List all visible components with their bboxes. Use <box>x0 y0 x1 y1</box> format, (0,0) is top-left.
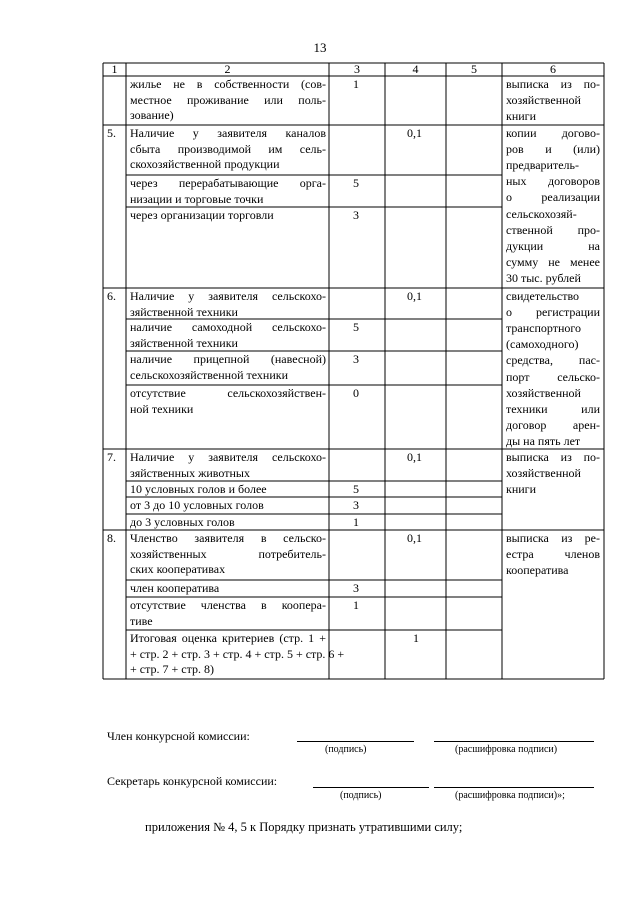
weight-value: 1 <box>413 631 419 645</box>
document-text: 30 тыс. рублей <box>506 270 581 285</box>
criterion-text: зяйственных животных <box>130 465 250 480</box>
secretary-decode-caption: (расшифровка подписи)»; <box>455 790 565 801</box>
document-text: сумму не менее <box>506 254 600 269</box>
criterion-text: Наличие у заявителя сельскохо- <box>130 450 326 464</box>
score-value: 3 <box>353 352 359 366</box>
document-text: ственной про- <box>506 222 600 237</box>
criterion-text: отсутствие членства в коопера- <box>130 598 326 612</box>
criterion-text: отсутствие сельскохозяйствен- <box>130 386 326 400</box>
score-value: 5 <box>353 320 359 334</box>
row-number: 6. <box>107 289 116 303</box>
weight-value: 0,1 <box>407 289 422 303</box>
score-value: 5 <box>353 176 359 190</box>
secretary-decode-line <box>434 787 594 788</box>
page-number: 13 <box>313 40 327 55</box>
header-cell-1: 1 <box>111 62 118 76</box>
document-text: выписка из ре- <box>506 531 600 545</box>
criterion-text: + стр. 7 + стр. 8) <box>130 662 214 676</box>
document-text: договор арен- <box>506 417 600 432</box>
document-text: книги <box>506 482 537 497</box>
row-number: 8. <box>107 531 116 545</box>
criterion-text: через перерабатывающие орга- <box>130 176 326 190</box>
document-text: ров и (или) <box>506 142 600 157</box>
criterion-text: Членство заявителя в сельско- <box>130 531 326 545</box>
criterion-text: сельскохозяйственной техники <box>130 367 288 382</box>
criterion-text: Итоговая оценка критериев (стр. 1 + <box>130 631 326 645</box>
member-decode-caption: (расшифровка подписи) <box>455 744 558 755</box>
score-value: 0 <box>353 386 359 400</box>
header-cell-5: 5 <box>471 62 477 76</box>
criterion-text: скохозяйственной продукции <box>130 157 280 171</box>
document-text: кооператива <box>506 563 569 578</box>
criterion-text: 10 условных голов и более <box>130 482 267 496</box>
criterion-text: жилье не в собственности (сов- <box>130 77 326 91</box>
criterion-text: зование) <box>130 108 174 122</box>
criterion-text: через организации торговли <box>130 208 274 222</box>
document-text: естра членов <box>506 547 600 562</box>
criterion-text: зяйственной техники <box>130 304 238 319</box>
criterion-text: до 3 условных голов <box>130 515 235 529</box>
document-text: выписка из по- <box>506 77 600 91</box>
header-cell-4: 4 <box>412 62 419 76</box>
document-text: свидетельство <box>506 289 580 303</box>
score-value: 3 <box>353 208 359 222</box>
row-number: 7. <box>107 450 116 464</box>
criterion-text: от 3 до 10 условных голов <box>130 498 264 512</box>
document-text: дукции на <box>506 238 600 253</box>
header-cell-2: 2 <box>224 62 231 76</box>
document-text: сельскохозяй- <box>506 206 577 221</box>
final-paragraph: приложения № 4, 5 к Порядку признать утратившими силу; <box>145 820 463 834</box>
weight-value: 0,1 <box>407 531 422 545</box>
secretary-signature-line <box>313 787 429 788</box>
document-text: транспортного <box>506 321 582 336</box>
criterion-text: тиве <box>130 613 153 628</box>
criterion-text: хозяйственных потребитель- <box>130 546 326 561</box>
document-text: (самоходного) <box>506 337 579 352</box>
criterion-text: местное проживание или поль- <box>130 92 326 107</box>
criterion-text: член кооператива <box>130 581 220 595</box>
criterion-text: наличие прицепной (навесной) <box>130 352 326 366</box>
document-text: книги <box>506 109 537 124</box>
score-value: 1 <box>353 598 359 612</box>
document-text: ды на пять лет <box>506 433 581 448</box>
criterion-text: Наличие у заявителя каналов <box>130 126 326 140</box>
document-text: предваритель- <box>506 158 579 173</box>
document-text: техники или <box>506 401 600 416</box>
score-value: 1 <box>353 77 359 91</box>
member-signature-caption: (подпись) <box>325 744 367 755</box>
document-text: копии догово- <box>506 126 600 140</box>
header-cell-3: 3 <box>354 62 360 76</box>
secretary-signature-caption: (подпись) <box>340 790 382 801</box>
row-number: 5. <box>107 126 116 140</box>
score-value: 5 <box>353 482 359 496</box>
document-text: хозяйственной <box>506 466 581 481</box>
weight-value: 0,1 <box>407 126 422 140</box>
criterion-text: ной техники <box>130 401 194 416</box>
criterion-text: низации и торговые точки <box>130 191 264 206</box>
criterion-text: ских кооперативах <box>130 562 226 576</box>
member-label: Член конкурсной комиссии: <box>107 729 250 743</box>
member-signature-line <box>297 741 414 742</box>
score-value: 1 <box>353 515 359 529</box>
criterion-text: + стр. 2 + стр. 3 + стр. 4 + стр. 5 + стр. 6 + <box>130 646 345 661</box>
document-text: выписка из по- <box>506 450 600 464</box>
document-text: ных договоров <box>506 174 600 189</box>
criterion-text: сбыта производимой им сель- <box>130 141 326 156</box>
criterion-text: зяйственной техники <box>130 335 238 350</box>
document-text: хозяйственной <box>506 385 581 400</box>
secretary-label: Секретарь конкурсной комиссии: <box>107 774 278 788</box>
header-cell-6: 6 <box>550 62 556 76</box>
document-text: порт сельско- <box>506 369 600 384</box>
document-text: о реализации <box>506 190 600 205</box>
member-decode-line <box>434 741 594 742</box>
document-text: хозяйственной <box>506 93 581 108</box>
document-text: средства, пас- <box>506 353 600 368</box>
weight-value: 0,1 <box>407 450 422 464</box>
document-text: о регистрации <box>506 305 600 320</box>
score-value: 3 <box>353 498 359 512</box>
score-value: 3 <box>353 581 359 595</box>
criterion-text: наличие самоходной сельскохо- <box>130 320 326 334</box>
criterion-text: Наличие у заявителя сельскохо- <box>130 289 326 303</box>
